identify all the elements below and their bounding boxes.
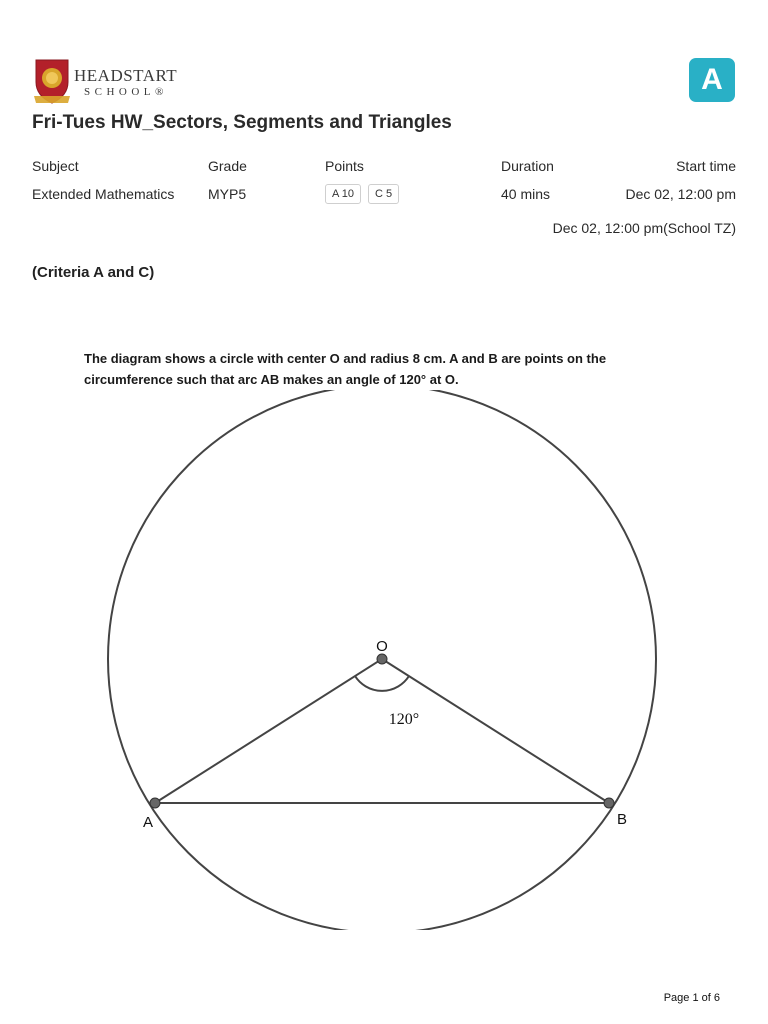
page-number: Page 1 of 6 — [663, 992, 720, 1004]
brand-subtitle: SCHOOL® — [84, 86, 168, 98]
point-a — [150, 798, 160, 808]
radius-ob — [382, 659, 609, 803]
grade-value: MYP5 — [208, 186, 247, 202]
subject-value: Extended Mathematics — [32, 186, 175, 202]
duration-value: 40 mins — [501, 186, 551, 202]
point-o — [377, 654, 387, 664]
angle-arc — [355, 676, 409, 691]
radius-oa — [155, 659, 382, 803]
criteria-heading: (Criteria A and C) — [32, 264, 155, 281]
start-time-school-tz: Dec 02, 12:00 pm(School TZ) — [552, 220, 736, 236]
brand-name: HEADSTART — [74, 66, 178, 85]
label-a: A — [142, 814, 154, 831]
point-b — [604, 798, 614, 808]
label-o: O — [376, 638, 388, 655]
school-logo — [32, 56, 182, 106]
subject-label: Subject — [32, 158, 79, 174]
school-crest-icon — [32, 56, 72, 106]
start-time-label: Start time — [676, 158, 736, 174]
angle-label: 120° — [388, 711, 420, 728]
points-chips — [325, 184, 399, 204]
page-title: Fri-Tues HW_Sectors, Segments and Triangles — [32, 112, 452, 133]
label-b: B — [616, 811, 628, 828]
start-time-value: Dec 02, 12:00 pm — [625, 186, 736, 202]
points-chip-a: A 10 — [325, 184, 361, 204]
duration-label: Duration — [501, 158, 554, 174]
grade-label: Grade — [208, 158, 247, 174]
question-text: The diagram shows a circle with center O and radius 8 cm. A and B are points on the circumference such that arc AB makes an angle of 120° at O. — [84, 351, 607, 387]
points-label: Points — [325, 158, 364, 174]
app-badge-icon: A — [689, 58, 735, 102]
circle-diagram — [0, 390, 768, 930]
points-chip-c: C 5 — [368, 184, 399, 204]
